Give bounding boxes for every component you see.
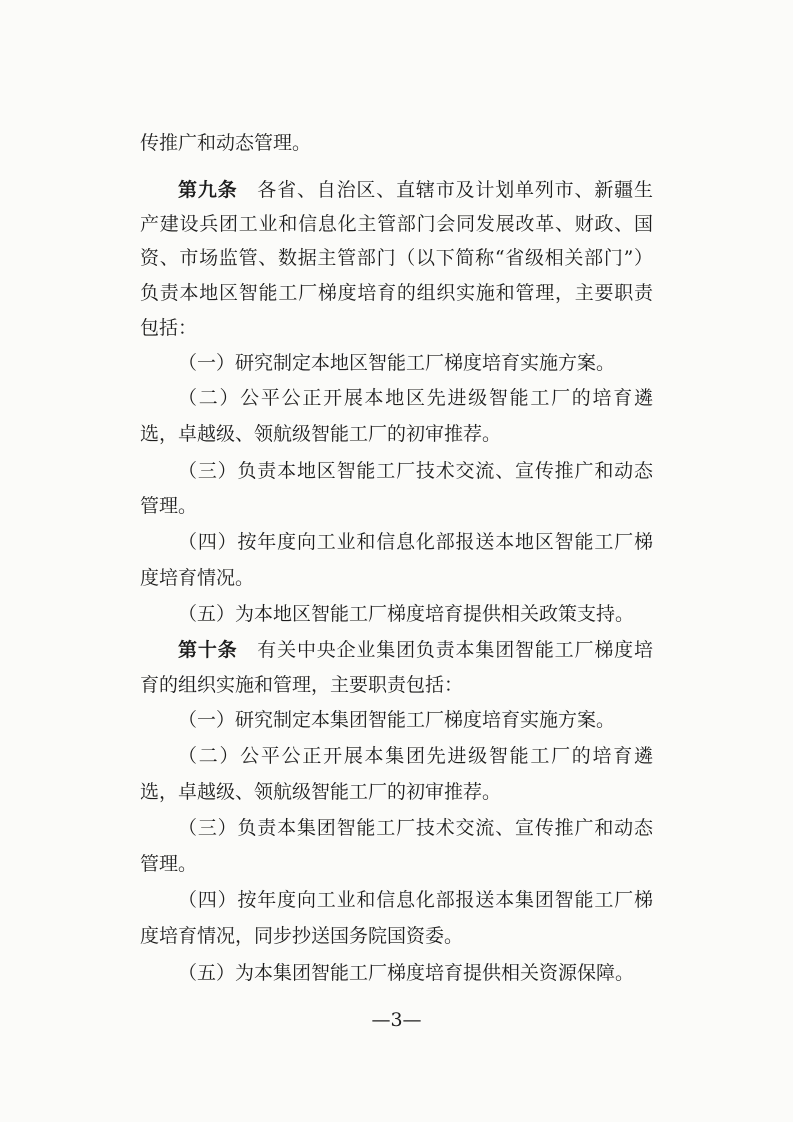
text-line: 度培育情况。 [140, 567, 255, 589]
text-line: 度培育情况，同步抄送国务院国资委。 [140, 925, 464, 947]
text-line: 各省、自治区、直辖市及计划单列市、新疆生 [256, 179, 653, 201]
text-line: 有关中央企业集团负责本集团智能工厂梯度培 [256, 639, 653, 661]
text-line: 负责本地区智能工厂梯度培育的组织实施和管理，主要职责 [140, 282, 653, 304]
list-item: （四）按年度向工业和信息化部报送本集团智能工厂梯 [178, 889, 653, 911]
list-item: （二）公平公正开展本地区先进级智能工厂的培育遴 [178, 387, 653, 409]
page-number: —3— [371, 1009, 422, 1031]
text-line: 选，卓越级、领航级智能工厂的初审推荐。 [140, 781, 502, 803]
text-line: 包括： [140, 317, 198, 339]
list-item: （三）负责本集团智能工厂技术交流、宣传推广和动态 [178, 817, 653, 839]
text-line: 产建设兵团工业和信息化主管部门会同发展改革、财政、国 [140, 213, 653, 235]
text-line: 管理。 [140, 853, 198, 875]
article-10-first-line [178, 638, 653, 662]
list-item: （四）按年度向工业和信息化部报送本地区智能工厂梯 [178, 531, 653, 553]
text-line: 传推广和动态管理。 [140, 132, 312, 154]
text-line: 选，卓越级、领航级智能工厂的初审推荐。 [140, 423, 502, 445]
article-10-label: 第十条 [178, 639, 238, 661]
list-item: （二）公平公正开展本集团先进级智能工厂的培育遴 [178, 745, 653, 767]
list-item: （五）为本地区智能工厂梯度培育提供相关政策支持。 [178, 603, 635, 625]
text-line: 管理。 [140, 495, 198, 517]
text-line: 育的组织实施和管理，主要职责包括： [140, 674, 464, 696]
list-item: （五）为本集团智能工厂梯度培育提供相关资源保障。 [178, 962, 635, 984]
text-line: 资、市场监管、数据主管部门（以下简称“省级相关部门”） [140, 247, 653, 269]
article-9-first-line [178, 178, 653, 202]
list-item: （三）负责本地区智能工厂技术交流、宣传推广和动态 [178, 460, 653, 482]
list-item: （一）研究制定本集团智能工厂梯度培育实施方案。 [178, 709, 616, 731]
article-9-label: 第九条 [178, 179, 238, 201]
list-item: （一）研究制定本地区智能工厂梯度培育实施方案。 [178, 352, 616, 374]
